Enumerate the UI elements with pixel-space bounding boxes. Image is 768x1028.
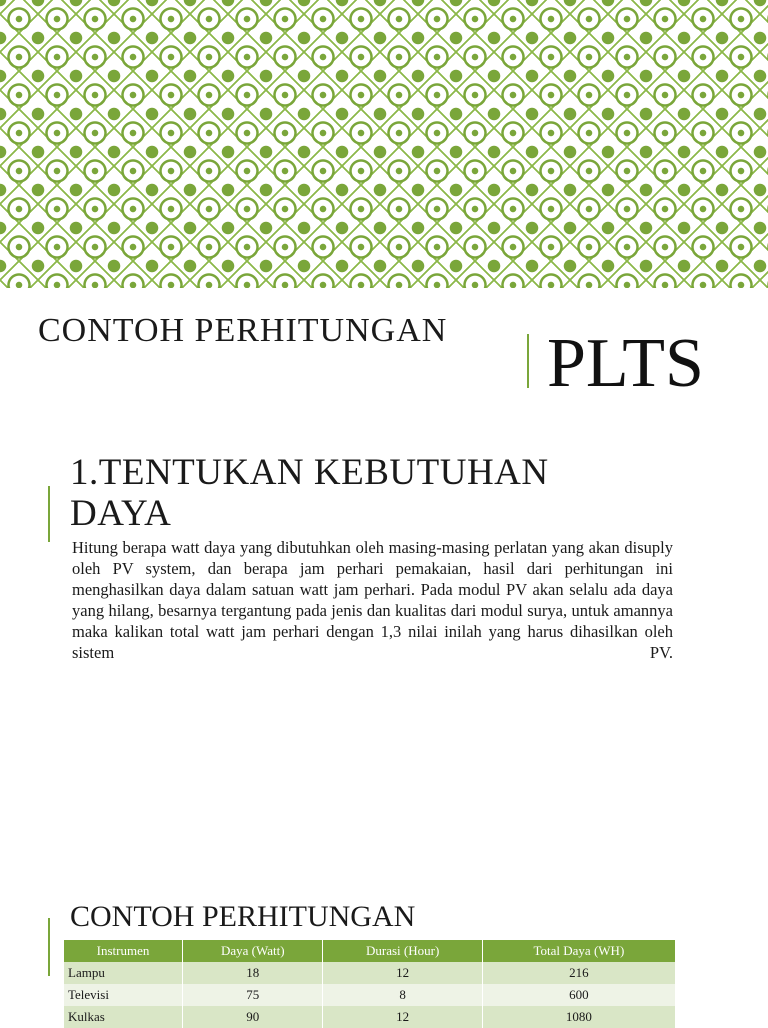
- table-header-cell: Instrumen: [64, 940, 183, 962]
- table-cell: Lampu: [64, 962, 183, 984]
- table-cell: 90: [183, 1006, 323, 1028]
- table-cell: 12: [323, 962, 482, 984]
- table-header-cell: Total Daya (WH): [482, 940, 675, 962]
- section-accent-bar: [48, 486, 50, 542]
- table-cell: 1080: [482, 1006, 675, 1028]
- calculation-table: [64, 940, 676, 1028]
- slide-title-plts: PLTS: [547, 325, 704, 402]
- decorative-pattern-banner: [0, 0, 768, 288]
- table-cell: 12: [323, 1006, 482, 1028]
- section-paragraph: Hitung berapa watt daya yang dibutuhkan oleh masing-masing perlatan yang akan disuply oleh PV system, dan berapa jam perhari pemakaian, hasil dari perhitungan ini menghasilkan daya dalam satuan watt jam perhari. Pada modul PV akan selalu ada daya yang hilang, besarnya tergantung pada jenis dan kualitas dari modul surya, untuk amannya maka kalikan total watt jam perhari dengan 1,3 nilai inilah yang harus dihasilkan oleh sistem PV.: [72, 538, 673, 662]
- table-cell: 8: [323, 984, 482, 1006]
- section2-accent-bar: [48, 918, 50, 976]
- table-row: [64, 962, 676, 984]
- section-heading: 1.TENTUKAN KEBUTUHAN DAYA: [70, 452, 549, 534]
- table-cell: 75: [183, 984, 323, 1006]
- table-cell: Kulkas: [64, 1006, 183, 1028]
- table-row: [64, 1006, 676, 1028]
- title-divider: [527, 334, 529, 388]
- table-header-row: [64, 940, 676, 962]
- table-cell: 18: [183, 962, 323, 984]
- table-header-cell: Daya (Watt): [183, 940, 323, 962]
- table-header-cell: Durasi (Hour): [323, 940, 482, 962]
- table-cell: 216: [482, 962, 675, 984]
- section2-heading: CONTOH PERHITUNGAN: [70, 900, 416, 933]
- table-cell: 600: [482, 984, 675, 1006]
- table-row: [64, 984, 676, 1006]
- slide-title: CONTOH PERHITUNGAN: [38, 312, 448, 349]
- table-cell: Televisi: [64, 984, 183, 1006]
